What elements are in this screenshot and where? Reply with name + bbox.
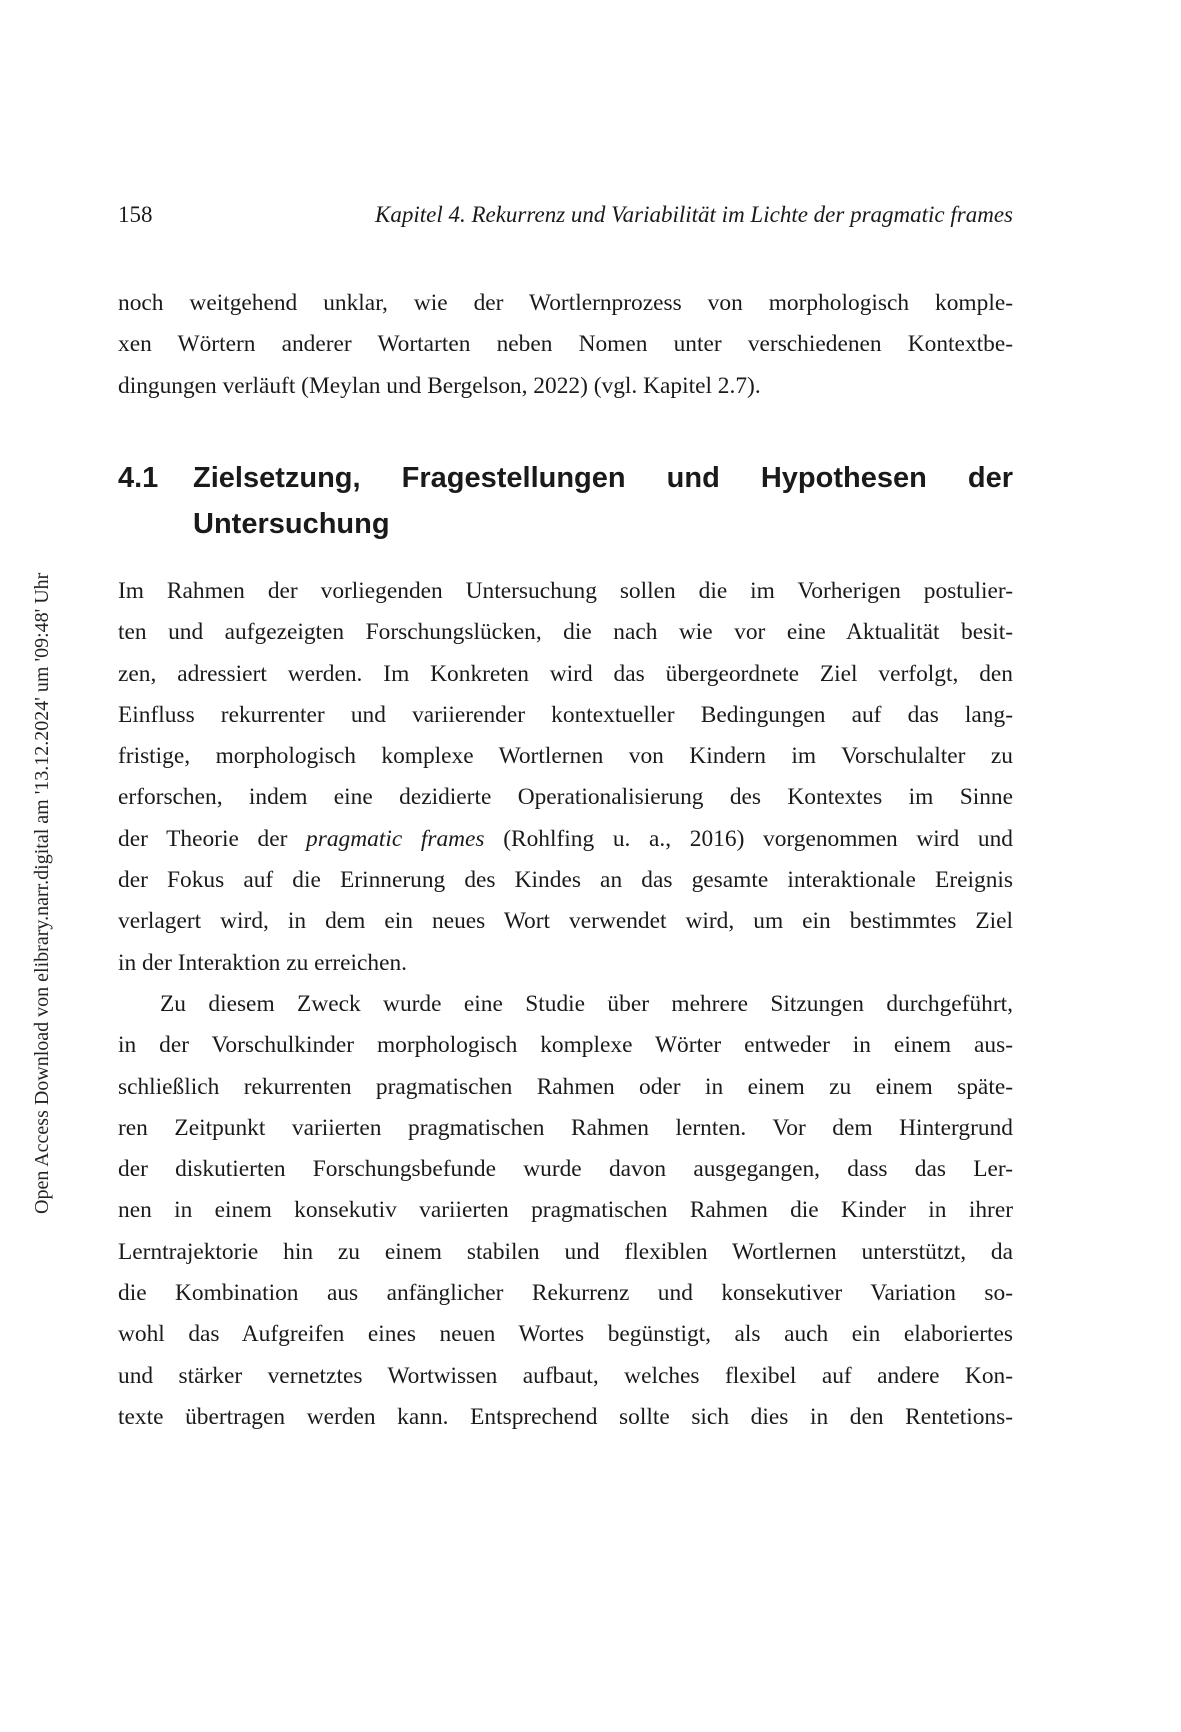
text-line: nen in einem konsekutiv variierten pragmatischen Rahmen die Kinder in ihrer [118, 1197, 1013, 1224]
section-number: 4.1 [118, 462, 159, 494]
text-line: noch weitgehend unklar, wie der Wortlernprozess von morphologisch komple- [118, 290, 1013, 316]
text-line: fristige, morphologisch komplexe Wortlernen von Kindern im Vorschulalter zu [118, 743, 1013, 770]
text-line: und stärker vernetztes Wortwissen aufbaut, welches flexibel auf andere Kon- [118, 1362, 1013, 1389]
text-line: die Kombination aus anfänglicher Rekurrenz und konsekutiver Variation so- [118, 1280, 1013, 1307]
text-line: wohl das Aufgreifen eines neuen Wortes begünstigt, als auch ein elaboriertes [118, 1321, 1013, 1348]
text-line: Im Rahmen der vorliegenden Untersuchung sollen die im Vorherigen postulier- [118, 578, 1013, 604]
text-line: xen Wörtern anderer Wortarten neben Nomen unter verschiedenen Kontextbe- [118, 331, 1013, 358]
section-title: Zielsetzung, Fragestellungen und Hypothesen der Untersuchung [193, 462, 1013, 540]
download-watermark-note: Open Access Download von elibrary.narr.digital am '13.12.2024' um '09:48' Uhr [31, 572, 53, 1214]
intro-paragraph [118, 283, 1013, 407]
body-paragraph-1 [118, 571, 1013, 984]
text-line: erforschen, indem eine dezidierte Operationalisierung des Kontextes im Sinne [118, 784, 1013, 811]
section-heading [118, 455, 1013, 547]
text-line: in der Vorschulkinder morphologisch komplexe Wörter entweder in einem aus- [118, 1032, 1013, 1059]
running-header-title: Kapitel 4. Rekurrenz und Variabilität im Lichte der pragmatic frames [375, 202, 1013, 227]
text-line: ren Zeitpunkt variierten pragmatischen Rahmen lernten. Vor dem Hintergrund [118, 1114, 1013, 1141]
text-line: zen, adressiert werden. Im Konkreten wird das übergeordnete Ziel verfolgt, den [118, 660, 1013, 687]
italic-term: pragmatic frames [306, 825, 485, 852]
text-line: Einfluss rekurrenter und variierender kontextueller Bedingungen auf das lang- [118, 701, 1013, 728]
text-line: dingungen verläuft (Meylan und Bergelson, 2022) (vgl. Kapitel 2.7). [118, 372, 761, 399]
body-paragraph-2 [118, 984, 1013, 1438]
text-line: ten und aufgezeigten Forschungslücken, die nach wie vor eine Aktualität besit- [118, 619, 1013, 646]
text-line: texte übertragen werden kann. Entsprechend sollte sich dies in den Rentetions- [118, 1403, 1013, 1430]
text-line: in der Interaktion zu erreichen. [118, 949, 407, 976]
text-line: schließlich rekurrenten pragmatischen Rahmen oder in einem zu einem späte- [118, 1073, 1013, 1100]
text-line: Lerntrajektorie hin zu einem stabilen und flexiblen Wortlernen unterstützt, da [118, 1238, 1013, 1265]
text-segment: (Rohlfing u. a., 2016) vorgenommen wird und [484, 825, 1013, 852]
text-line: verlagert wird, in dem ein neues Wort verwendet wird, um ein bestimmtes Ziel [118, 908, 1013, 935]
text-line: der diskutierten Forschungsbefunde wurde davon ausgegangen, dass das Ler- [118, 1156, 1013, 1183]
text-line: der Fokus auf die Erinnerung des Kindes an das gesamte interaktionale Ereignis [118, 867, 1013, 894]
page-number: 158 [118, 202, 153, 227]
text-segment: der Theorie der [118, 825, 307, 852]
text-line: Zu diesem Zweck wurde eine Studie über mehrere Sitzungen durchgeführt, [160, 991, 1013, 1017]
text-line-with-italic [118, 819, 1013, 860]
